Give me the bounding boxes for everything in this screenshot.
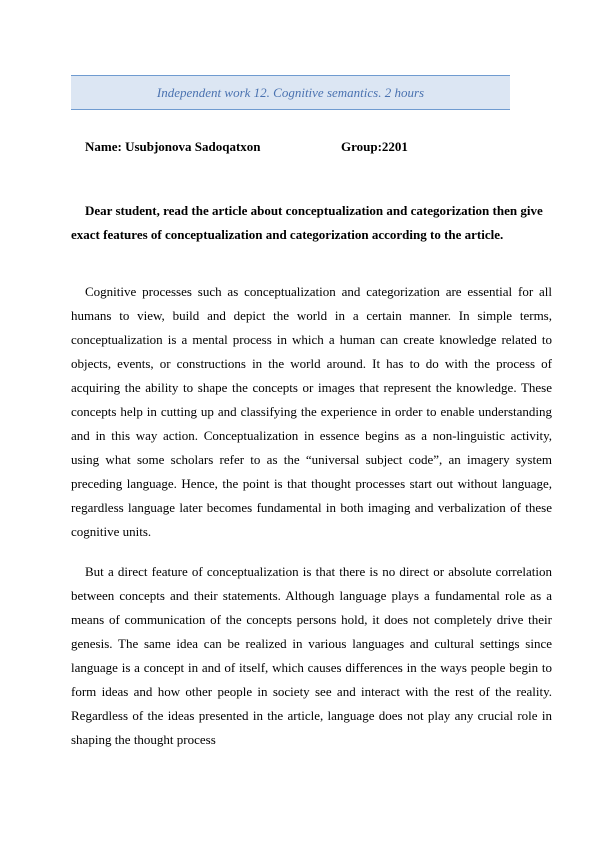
student-name: Name: Usubjonova Sadoqatxon bbox=[85, 139, 261, 154]
body-paragraph-2: But a direct feature of conceptualization is that there is no direct or absolute correlation between concepts and their statements. Although language plays a fundamental role as a means of communication of the concepts persons hold, it does not completely drive their genesis. The same idea can be realized in various languages and cultural settings since language is a concept in and of itself, which causes differences in the ways people begin to form ideas and how other people in society see and interact with the rest of the reality. Regardless of the ideas presented in the article, language does not play any crucial role in shaping the thought process bbox=[71, 564, 552, 747]
body-paragraph-1: Cognitive processes such as conceptualization and categorization are essential for all humans to view, build and depict the world in a certain manner. In simple terms, conceptualization is a mental process in which a human can create knowledge related to objects, events, or constructions in the world around. It has to do with the process of acquiring the ability to shape the concepts or images that represent the knowledge. These concepts help in cutting up and classifying the experience in order to enable understanding and in this way action. Conceptualization in essence begins as a non-linguistic activity, using what some scholars refer to as the “universal subject code”, an imagery system preceding language. Hence, the point is that thought processes start out without language, regardless language later becomes fundamental in both imaging and verbalization of these cognitive units. bbox=[71, 284, 552, 539]
assignment-title: Independent work 12. Cognitive semantics. 2 hours bbox=[156, 84, 425, 100]
assignment-title-banner bbox=[71, 75, 510, 110]
student-group: Group:2201 bbox=[341, 139, 408, 154]
task-instruction: Dear student, read the article about conceptualization and categorization then give exact features of conceptualization and categorization according to the article. bbox=[71, 203, 543, 242]
